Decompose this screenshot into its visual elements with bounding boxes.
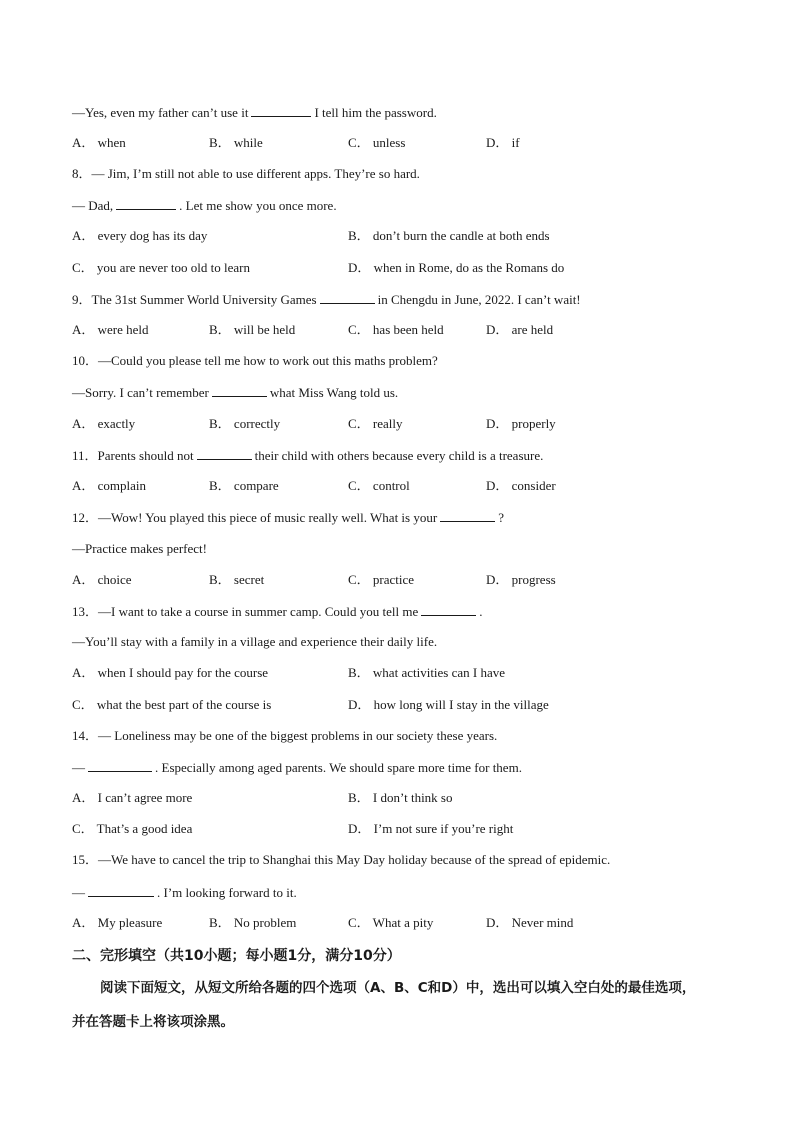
q7-option-d[interactable]: D． if [486,135,520,150]
q9-option-a[interactable]: A． were held [72,322,149,337]
q9-question: 9．The 31st Summer World University Games in Chengdu in June, 2022. I can’t wait! [72,292,581,307]
q12-option-a[interactable]: A． choice [72,572,132,587]
q15-reply: — . I’m looking forward to it. [72,885,297,900]
q14-option-a[interactable]: A． I can’t agree more [72,790,193,805]
q12-option-c[interactable]: C． practice [348,572,415,587]
q15-question: 15．—We have to cancel the trip to Shanghai this May Day holiday because of the spread of epidemic. [72,852,611,867]
q12-option-b[interactable]: B． secret [209,572,265,587]
section-heading: 二、完形填空（共10小题；每小题1分，满分10分） [72,948,401,964]
q8-option-a[interactable]: A． every dog has its day [72,228,208,243]
q13-option-a[interactable]: A． when I should pay for the course [72,665,269,680]
section-instruction-cont: 并在答题卡上将该项涂黑。 [72,1014,234,1030]
q14-option-b[interactable]: B． I don’t think so [348,790,453,805]
q9-option-d[interactable]: D． are held [486,322,554,337]
q15-option-c[interactable]: C． What a pity [348,915,434,930]
q14-option-c[interactable]: C． That’s a good idea [72,821,193,836]
answer-blank[interactable] [251,104,311,117]
q14-reply: — . Especially among aged parents. We should spare more time for them. [72,760,522,775]
q11-question: 11．Parents should not their child with others because every child is a treasure. [72,448,544,463]
q14-option-d[interactable]: D． I’m not sure if you’re right [348,821,514,836]
answer-blank[interactable] [116,197,176,210]
q15-option-d[interactable]: D． Never mind [486,915,574,930]
q11-option-c[interactable]: C． control [348,478,410,493]
q10-reply: —Sorry. I can’t remember what Miss Wang told us. [72,385,399,400]
q10-option-a[interactable]: A． exactly [72,416,136,431]
q8-reply: — Dad, . Let me show you once more. [72,198,337,213]
q7-option-c[interactable]: C． unless [348,135,406,150]
q8-option-c[interactable]: C． you are never too old to learn [72,260,250,275]
q10-question: 10．—Could you please tell me how to work out this maths problem? [72,353,438,368]
q8-option-d[interactable]: D． when in Rome, do as the Romans do [348,260,565,275]
q11-option-b[interactable]: B． compare [209,478,279,493]
answer-blank[interactable] [88,884,154,897]
answer-blank[interactable] [320,291,375,304]
q7-option-a[interactable]: A． when [72,135,126,150]
q15-option-b[interactable]: B． No problem [209,915,297,930]
q13-option-b[interactable]: B． what activities can I have [348,665,506,680]
q10-option-b[interactable]: B． correctly [209,416,281,431]
answer-blank[interactable] [88,759,152,772]
q13-question: 13．—I want to take a course in summer camp. Could you tell me . [72,604,483,619]
section-instruction: 阅读下面短文，从短文所给各题的四个选项（A、B、C和D）中，选出可以填入空白处的最佳选项， [100,980,696,996]
answer-blank[interactable] [212,384,267,397]
q12-reply: —Practice makes perfect! [72,541,207,556]
q7-reply: —Yes, even my father can’t use it I tell him the password. [72,105,437,120]
q9-option-c[interactable]: C． has been held [348,322,444,337]
q15-option-a[interactable]: A． My pleasure [72,915,163,930]
q12-option-d[interactable]: D． progress [486,572,556,587]
answer-blank[interactable] [197,447,252,460]
q10-option-d[interactable]: D． properly [486,416,556,431]
q9-option-b[interactable]: B． will be held [209,322,296,337]
q8-question: 8．— Jim, I’m still not able to use different apps. They’re so hard. [72,166,420,181]
q7-option-b[interactable]: B． while [209,135,263,150]
q14-question: 14．— Loneliness may be one of the biggest problems in our society these years. [72,728,498,743]
q10-option-c[interactable]: C． really [348,416,403,431]
q8-option-b[interactable]: B． don’t burn the candle at both ends [348,228,550,243]
q13-reply: —You’ll stay with a family in a village and experience their daily life. [72,634,438,649]
q11-option-d[interactable]: D． consider [486,478,556,493]
q12-question: 12．—Wow! You played this piece of music really well. What is your ? [72,510,504,525]
q11-option-a[interactable]: A． complain [72,478,147,493]
answer-blank[interactable] [421,603,476,616]
q13-option-d[interactable]: D． how long will I stay in the village [348,697,549,712]
q13-option-c[interactable]: C． what the best part of the course is [72,697,272,712]
answer-blank[interactable] [440,509,495,522]
